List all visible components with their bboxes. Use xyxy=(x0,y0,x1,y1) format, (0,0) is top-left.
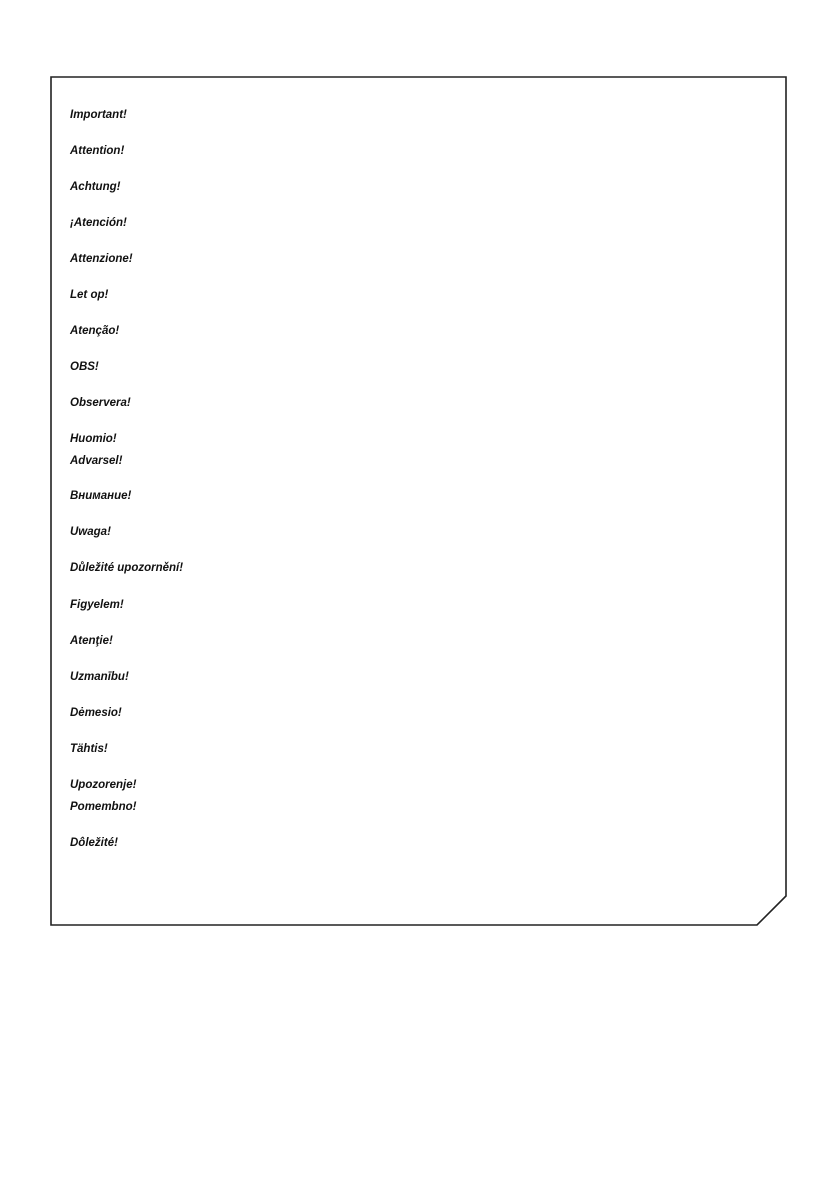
phrase-attenzione: Attenzione! xyxy=(70,253,133,265)
phrase-dulezite-upozorneni: Důležité upozornění! xyxy=(70,562,184,574)
phrase-obs: OBS! xyxy=(70,361,99,373)
phrase-attention: Attention! xyxy=(70,145,125,157)
phrase-atencao: Atenção! xyxy=(70,325,120,337)
phrase-atencion: ¡Atención! xyxy=(70,217,127,229)
phrase-observera: Observera! xyxy=(70,397,131,409)
folded-corner-border xyxy=(51,77,786,925)
phrase-let-op: Let op! xyxy=(70,289,109,301)
phrase-huomio: Huomio! xyxy=(70,433,117,445)
phrase-uzmanibu: Uzmanību! xyxy=(70,671,129,683)
phrase-demesio: Dėmesio! xyxy=(70,707,122,719)
phrase-achtung: Achtung! xyxy=(70,181,121,193)
phrase-upozorenje: Upozorenje! xyxy=(70,779,137,791)
phrase-atentie: Atenţie! xyxy=(70,635,113,647)
phrase-figyelem: Figyelem! xyxy=(70,599,124,611)
phrase-advarsel: Advarsel! xyxy=(70,455,123,467)
phrase-important: Important! xyxy=(70,109,127,121)
phrase-dolezite: Dôležité! xyxy=(70,837,118,849)
phrase-uwaga: Uwaga! xyxy=(70,526,111,538)
phrase-vnimanie: Внимание! xyxy=(70,490,132,502)
phrase-tahtis: Tähtis! xyxy=(70,743,108,755)
phrase-pomembno: Pomembno! xyxy=(70,801,137,813)
